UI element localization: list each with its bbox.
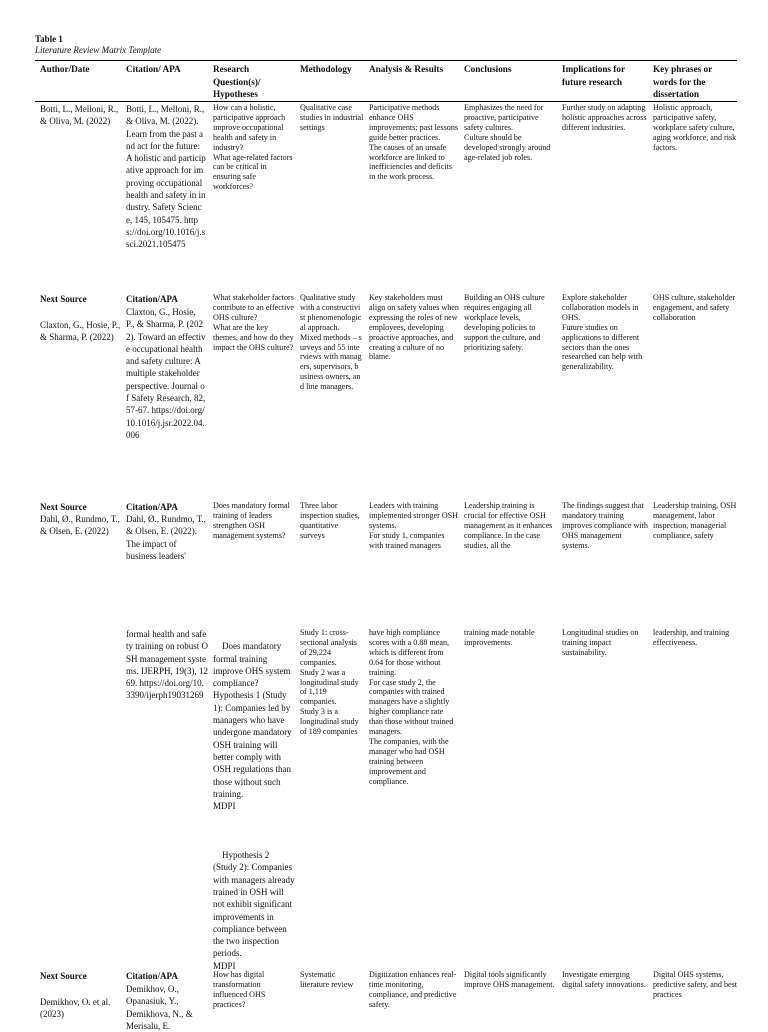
row3-next-source-label: Next Source [40,502,87,512]
row2-methodology: Qualitative study with a constructivist phenomenological approach. Mixed methods – surveys and 55 interviews with managers, supervisors, business owners, and line managers. [300,293,362,392]
row2-citation-label: Citation/APA [126,294,178,304]
header-author-date: Author/Date [40,64,90,74]
row4-author: Demikhov, O. et al. (2023) [40,997,113,1020]
row3-implications: The findings suggest that mandatory training improves compliance with OHS management systems. [562,501,650,550]
row2-questions: What stakeholder factors contribute to an effective OHS culture? What are the key themes, and how do they impact the OHS culture? [213,293,294,352]
row2-key-phrases: OHS culture, stakeholder engagement, and safety collaboration [653,293,738,322]
row4-conclusions: Digital tools significantly improve OHS management. [464,970,555,989]
header-key-phrases: Key phrases or words for the dissertation [653,64,713,99]
row3-methodology: Three labor inspection studies, quantitative surveys [300,501,362,540]
hypothesis-1-text: Does mandatory formal training improve OHS system compliance? Hypothesis 1 (Study 1): Companies led by managers who have undergone mandatory OSH training will better comply with OSH regulations than those without such training. MDPI [213,641,292,812]
row4-citation-label: Citation/APA [126,971,178,981]
row4-key-phrases: Digital OHS systems, predictive safety, and best practices [653,970,740,999]
row3-key-phrases-continued: leadership, and training effectiveness. [653,628,732,647]
hypothesis-2-text: Hypothesis 2 (Study 2): Companies with managers already trained in OSH will not exhibit significant improvements in compliance between the two inspection periods. MDPI [213,850,295,971]
row2-conclusions: Building an OHS culture requires engaging all workplace levels, developing policies to support the culture, and prioritizing safety. [464,293,547,352]
row1-citation: Botti, L., Melloni, R., & Oliva, M. (2022). Learn from the past and act for the future: A holistic and participative approach for improving occupational health and safety in industry. Safety Science, 145, 105475. https://doi.org/10.1016/j.ssci.2021.105475 [126,104,207,250]
header-implications: Implications for future research [562,64,625,87]
row1-implications: Further study on adapting holistic approaches across different industries. [562,103,649,132]
row3-results: Leaders with training implemented stronger OSH systems. For study 1, companies with trained managers [369,501,459,550]
row3-key-phrases: Leadership training, OSH management, labor inspection, managerial compliance, safety [653,501,739,540]
row3-conclusions: Leadership training is crucial for effective OSH management as it enhances compliance. In the case studies, all the [464,501,555,550]
row3-results-continued: have high compliance scores with a 0.88 mean, which is different from 0.64 for those without training. For case study 2, the companies with trained managers have a slightly higher compliance rate than those without trained managers. The companies, with the manager who had OSH training between improvement and compliance. [369,628,454,786]
row1-conclusions: Emphasizes the need for proactive, participative safety cultures. Culture should be developed strongly around age-related job roles. [464,103,551,162]
row1-author: Botti, L., Melloni, R., & Oliva, M. (2022) [40,104,121,127]
row4-questions: How has digital transformation influenced OHS practices? [213,970,268,1009]
row4-implications: Investigate emerging digital safety innovations. [562,970,646,989]
table-title: Literature Review Matrix Template [35,45,162,55]
row3-citation-label: Citation/APA [126,502,178,512]
header-bottom-rule [35,101,737,102]
row3-methodology-continued: Study 1: cross-sectional analysis of 29,224 companies. Study 2 was a longitudinal study of 1,119 companies. Study 3 is a longitudinal study of 189 companies [300,628,359,737]
row4-results: Digitization enhances real-time monitoring, compliance, and predictive safety. [369,970,459,1009]
row4-citation: Demikhov, O., Opanasiuk, Y., Demikhova, N., & Merisalu, E. [126,984,195,1031]
row1-results: Participative methods enhance OHS improvements; past lessons guide better practices. The causes of an unsafe workforce are linked to inefficiencies and deficits in the work process. [369,103,459,182]
table-top-rule [35,60,737,61]
row3-questions-continued [213,628,295,984]
row3-questions: Does mandatory formal training of leaders strengthen OSH management systems? [213,501,292,540]
row4-methodology: Systematic literature review [300,970,354,989]
row3-citation-continued: formal health and safety training on robust OSH management systems. IJERPH, 19(3), 1269. https://doi.org/10.3390/ijerph19031269 [126,629,209,701]
row3-citation: Dahl, Ø., Rundmo, T., & Olsen, E. (2022). The impact of business leaders' [126,514,209,561]
table-number: Table 1 [35,34,63,44]
header-analysis-results: Analysis & Results [369,64,444,74]
row2-author: Claxton, G., Hosie, P., & Sharma, P. (2022) [40,320,123,343]
row3-implications-continued: Longitudinal studies on training impact sustainability. [562,628,641,657]
row4-next-source-label: Next Source [40,971,87,981]
row3-conclusions-continued: training made notable improvements. [464,628,537,647]
row2-next-source-label: Next Source [40,294,87,304]
row2-citation: Claxton, G., Hosie, P., & Sharma, P. (2022). Toward an effective occupational health and safety culture: A multiple stakeholder perspective. Journal of Safety Research, 82, 57-67. https://doi.org/10.1016/j.jsr.2022.04.006 [126,307,208,440]
row2-results: Key stakeholders must align on safety values when expressing the roles of new employees, developing proactive approaches, and creating a culture of no blame. [369,293,461,362]
header-methodology: Methodology [300,64,352,74]
row2-implications: Explore stakeholder collaboration models in OHS. Future studies on applications to different sectors than the ones researched can help with generalizability. [562,293,643,372]
row1-methodology: Qualitative case studies in industrial settings [300,103,366,132]
header-conclusions: Conclusions [464,64,512,74]
row3-author: Dahl, Ø., Rundmo, T., & Olsen, E. (2022) [40,514,123,537]
row1-key-phrases: Holistic approach, participative safety, workplace safety culture, aging workforce, and risk factors. [653,103,739,152]
header-citation: Citation/ APA [126,64,181,74]
header-research-questions: Research Question(s)/ Hypotheses [213,64,261,99]
row1-questions: How can a holistic, participative approach improve occupational health and safety in industry? What age-related factors can be critical in ensuring safe workforces? [213,103,293,192]
